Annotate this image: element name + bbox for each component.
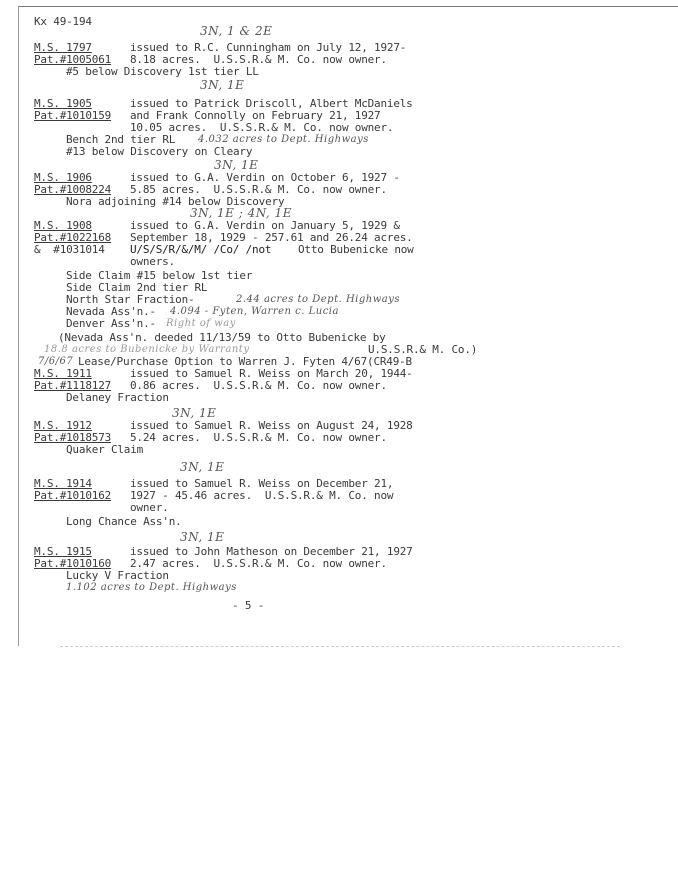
ms-number: M.S. 1911 [34,367,92,380]
entry-text: owner. [130,501,169,514]
claim-name: Lucky V Fraction [66,569,169,582]
struck-text: U/S/S/R/&/M/ /Co/ /not [130,243,272,256]
handwritten-note: 4.032 acres to Dept. Highways [198,134,369,145]
entry-text: September 18, 1929 - 257.61 and 26.24 acres. [130,231,413,244]
patent-number: Pat.#1010159 [34,109,112,122]
claim-name: #5 below Discovery 1st tier LL [66,65,259,78]
entry-text: 2.47 acres. U.S.S.R.& M. Co. now owner. [130,557,387,570]
claim-name: #13 below Discovery on Cleary [66,145,253,158]
handwritten-township: 3N, 1E [200,78,245,92]
patent-number: Pat.#1010160 [34,557,112,570]
entry-text: issued to Patrick Driscoll, Albert McDaniels [130,97,413,110]
handwritten-township: 3N, 1E [214,158,259,172]
handwritten-note: 18.8 acres to Bubenicke by Warranty [44,344,250,355]
entry-text: and Frank Connolly on February 21, 1927 [130,109,381,122]
claim-name: Quaker Claim [66,443,144,456]
entry-text: 5.24 acres. U.S.S.R.& M. Co. now owner. [130,431,387,444]
patent-number: Pat.#1022168 [34,231,112,244]
ms-number: M.S. 1905 [34,97,92,110]
deed-note: (Nevada Ass'n. deeded 11/13/59 to Otto Bubenicke by [58,331,386,344]
handwritten-note: 7/6/67 [38,356,74,367]
page-left-border [18,6,19,646]
entry-text: issued to John Matheson on December 21, 1927 [130,545,413,558]
ms-number: M.S. 1915 [34,545,92,558]
ms-number: M.S. 1912 [34,419,92,432]
entry-text: issued to R.C. Cunningham on July 12, 1927- [130,41,407,54]
ms-number: M.S. 1908 [34,219,92,232]
ms-number: M.S. 1906 [34,171,92,184]
claim-name: Denver Ass'n.- [66,317,156,330]
entry-text: owners. [130,255,175,268]
handwritten-township: 3N, 1E ; 4N, 1E [190,206,292,220]
claim-name: Side Claim 2nd tier RL [66,281,208,294]
patent-number: Pat.#1008224 [34,183,112,196]
handwritten-note: 2.44 acres to Dept. Highways [236,294,401,305]
patent-number: Pat.#1010162 [34,489,112,502]
claim-name: Long Chance Ass'n. [66,515,182,528]
ms-number: M.S. 1797 [34,41,92,54]
claim-name: Side Claim #15 below 1st tier [66,269,253,282]
claim-name: Bench 2nd tier RL [66,133,176,146]
entry-text: 5.85 acres. U.S.S.R.& M. Co. now owner. [130,183,387,196]
file-number: Kx 49-194 [34,15,92,28]
handwritten-township: 3N, 1E [172,406,217,420]
page-top-border [18,6,678,7]
lease-note: Lease/Purchase Option to Warren J. Fyten 4/67(CR49-B [78,355,412,368]
claim-name: North Star Fraction- [66,293,195,306]
patent-number: Pat.#1005061 [34,53,112,66]
entry-text: issued to Samuel R. Weiss on March 20, 1944- [130,367,413,380]
entry-text: 8.18 acres. U.S.S.R.& M. Co. now owner. [130,53,387,66]
deed-note: U.S.S.R.& M. Co.) [368,343,478,356]
handwritten-township: 3N, 1E [180,460,225,474]
patent-number: & #1031014 [34,243,105,256]
bottom-rule [60,646,620,647]
claim-name: Delaney Fraction [66,391,169,404]
entry-text: 1927 - 45.46 acres. U.S.S.R.& M. Co. now [130,489,394,502]
entry-text: issued to G.A. Verdin on October 6, 1927 - [130,171,400,184]
patent-number: Pat.#1118127 [34,379,112,392]
handwritten-note: Right of way [166,318,236,329]
ms-number: M.S. 1914 [34,477,92,490]
entry-text: issued to Samuel R. Weiss on August 24, 1928 [130,419,413,432]
handwritten-note: 4.094 - Fyten, Warren c. Lucia [170,306,339,317]
entry-text: issued to G.A. Verdin on January 5, 1929 & [130,219,400,232]
entry-text: 10.05 acres. U.S.S.R.& M. Co. now owner. [130,121,394,134]
handwritten-township: 3N, 1E [180,530,225,544]
handwritten-note: 1.102 acres to Dept. Highways [66,582,237,593]
claim-name: Nevada Ass'n.- [66,305,156,318]
handwritten-township: 3N, 1 & 2E [200,24,273,38]
entry-text: Otto Bubenicke now [298,243,414,256]
entry-text: 0.86 acres. U.S.S.R.& M. Co. now owner. [130,379,387,392]
page-number: - 5 - [232,599,265,612]
entry-text: issued to Samuel R. Weiss on December 21, [130,477,394,490]
patent-number: Pat.#1018573 [34,431,112,444]
claim-name: Nora adjoining #14 below Discovery [66,195,285,208]
